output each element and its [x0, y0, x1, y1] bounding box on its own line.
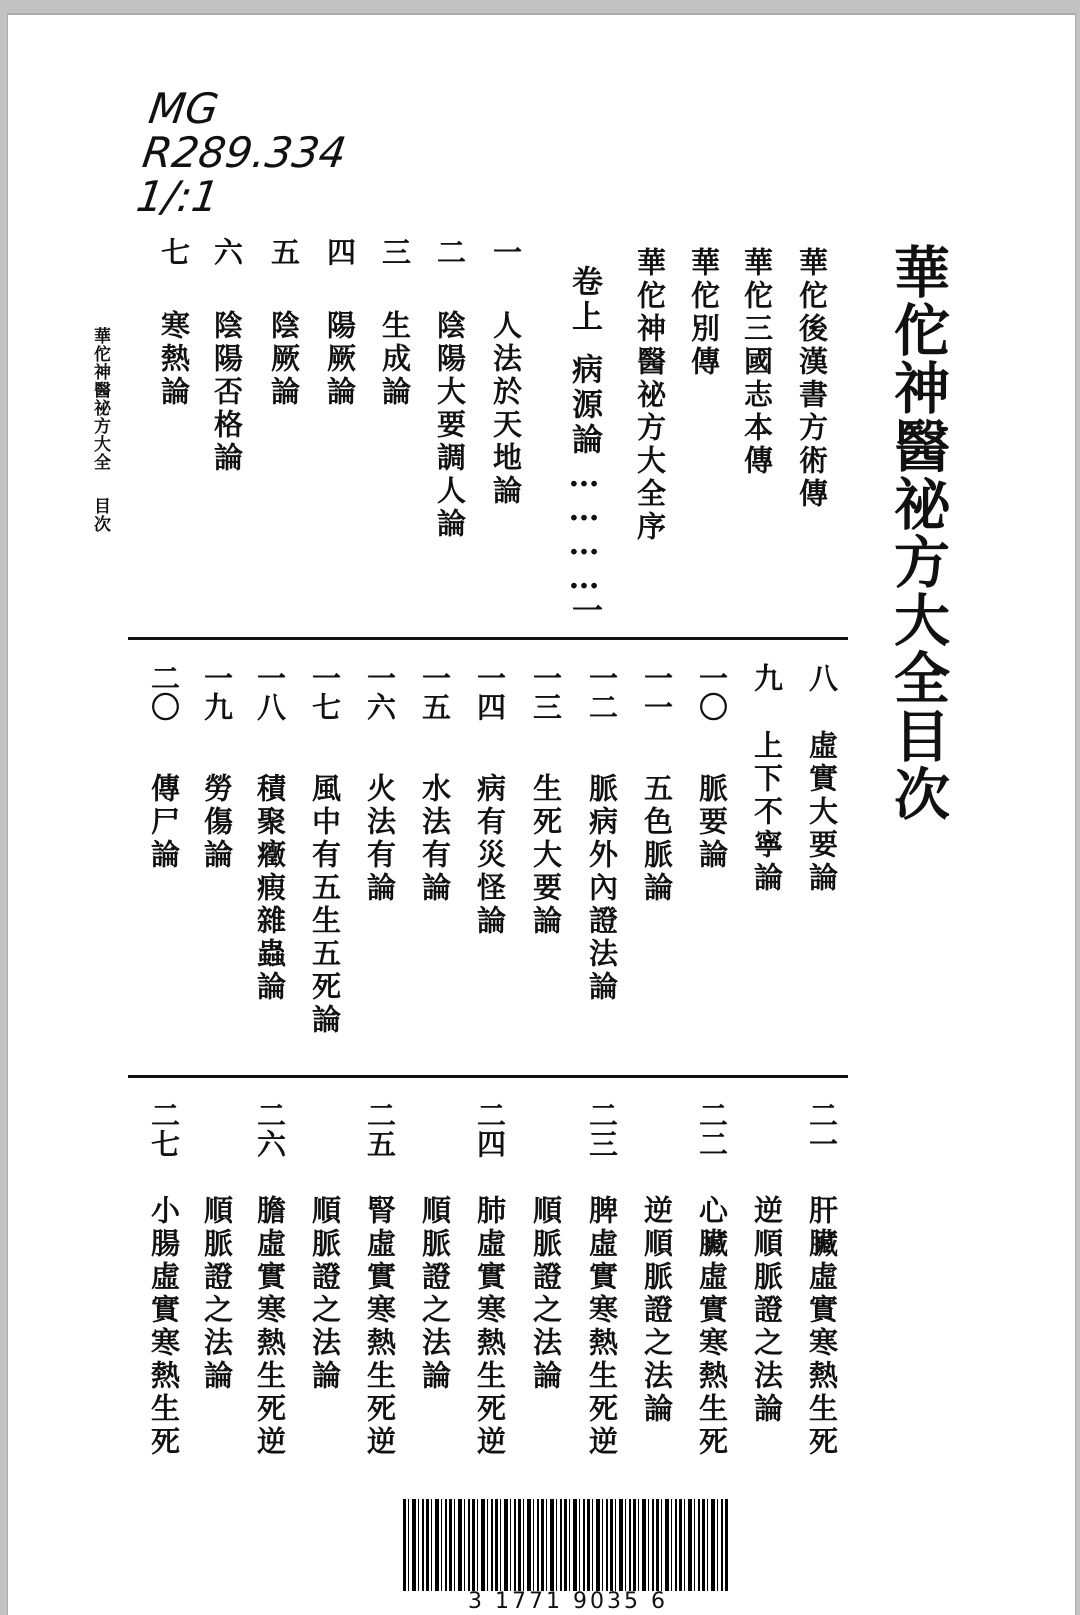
- entry-continuation: 順脈證之法論: [418, 1195, 452, 1393]
- entry-title: 脾虛實寒熱生死逆: [585, 1195, 619, 1459]
- entry-title: 脈要論: [695, 773, 729, 872]
- entry-number: 二七: [147, 1100, 181, 1158]
- entry-number: 二: [433, 237, 467, 266]
- entry-title: 腎虛實寒熱生死逆: [363, 1195, 397, 1459]
- front-matter-item: 華佗別傳: [687, 247, 721, 379]
- volume-title: 病源論: [566, 353, 602, 458]
- entry-title: 人法於天地論: [489, 310, 523, 508]
- entry-number: 一〇: [695, 663, 729, 721]
- entry-number: 八: [805, 663, 839, 692]
- section-divider: [128, 637, 848, 640]
- front-matter-item: 華佗三國志本傳: [740, 247, 774, 478]
- entry-title: 積聚癥瘕雜蟲論: [253, 773, 287, 1004]
- handwritten-call-number: [133, 84, 355, 221]
- entry-number: 一八: [253, 663, 287, 721]
- handnote-line: 1/:1: [133, 172, 223, 221]
- entry-number: 二二: [695, 1100, 729, 1158]
- entry-title: 陽厥論: [323, 310, 357, 409]
- entry-continuation: 逆順脈證之法論: [640, 1195, 674, 1426]
- entry-title: 勞傷論: [200, 773, 234, 872]
- entry-number: 二四: [473, 1100, 507, 1158]
- entry-number: 二五: [363, 1100, 397, 1158]
- entry-title: 肝臟虛實寒熱生死: [805, 1195, 839, 1459]
- entry-title: 陰陽否格論: [210, 310, 244, 475]
- entry-number: 二一: [805, 1100, 839, 1158]
- library-barcode: [403, 1499, 733, 1614]
- entry-title: 上下不寧論: [750, 730, 784, 895]
- page-footer: [88, 327, 113, 533]
- entry-number: 一六: [363, 663, 397, 721]
- entry-number: 三: [378, 237, 412, 266]
- barcode-bars: [403, 1499, 728, 1591]
- volume-page: 一: [566, 594, 602, 629]
- entry-title: 脈病外內證法論: [585, 773, 619, 1004]
- entry-continuation: 逆順脈證之法論: [750, 1195, 784, 1426]
- entry-number: 一二: [585, 663, 619, 721]
- section-divider: [128, 1075, 848, 1078]
- entry-title: 生死大要論: [529, 773, 563, 938]
- entry-title: 傳尸論: [147, 773, 181, 872]
- entry-number: 一一: [640, 663, 674, 721]
- entry-number: 一五: [418, 663, 452, 721]
- entry-title: 風中有五生五死論: [308, 773, 342, 1037]
- entry-title: 病有災怪論: [473, 773, 507, 938]
- entry-title: 水法有論: [418, 773, 452, 905]
- entry-title: 虛實大要論: [805, 730, 839, 895]
- volume-heading: [568, 265, 600, 629]
- entry-title: 小腸虛實寒熱生死: [147, 1195, 181, 1459]
- leader-dots: …………: [566, 458, 602, 594]
- entry-title: 生成論: [378, 310, 412, 409]
- entry-title: 五色脈論: [640, 773, 674, 905]
- entry-number: 一四: [473, 663, 507, 721]
- entry-number: 一七: [308, 663, 342, 721]
- handnote-line: MG: [145, 84, 222, 133]
- entry-continuation: 順脈證之法論: [200, 1195, 234, 1393]
- document-page: [7, 13, 1076, 1615]
- entry-title: 肺虛實寒熱生死逆: [473, 1195, 507, 1459]
- entry-continuation: 順脈證之法論: [308, 1195, 342, 1393]
- entry-number: 六: [210, 237, 244, 266]
- entry-title: 陰陽大要調人論: [433, 310, 467, 541]
- entry-title: 陰厥論: [267, 310, 301, 409]
- entry-title: 心臟虛實寒熱生死: [695, 1195, 729, 1459]
- barcode-number: 3 1771 9035 6: [468, 1589, 668, 1614]
- entry-number: 四: [323, 237, 357, 266]
- page-title: 華佗神醫祕方大全目次: [885, 243, 951, 823]
- entry-number: 五: [267, 237, 301, 266]
- entry-number: 一三: [529, 663, 563, 721]
- entry-number: 一: [489, 237, 523, 266]
- entry-number: 二三: [585, 1100, 619, 1158]
- front-matter-item: 華佗神醫祕方大全序: [633, 247, 667, 544]
- entry-number: 二六: [253, 1100, 287, 1158]
- footer-book-title: 華佗神醫祕方大全: [90, 327, 110, 471]
- entry-continuation: 順脈證之法論: [529, 1195, 563, 1393]
- entry-title: 火法有論: [363, 773, 397, 905]
- front-matter-item: 華佗後漢書方術傳: [795, 247, 829, 511]
- entry-title: 膽虛實寒熱生死逆: [253, 1195, 287, 1459]
- entry-title: 寒熱論: [157, 310, 191, 409]
- entry-number: 二〇: [147, 663, 181, 721]
- volume-label: 卷上: [566, 265, 602, 335]
- handnote-line: R289.334: [139, 128, 350, 177]
- entry-number: 九: [750, 663, 784, 692]
- entry-number: 七: [157, 237, 191, 266]
- footer-section: 目次: [90, 497, 110, 533]
- entry-number: 一九: [200, 663, 234, 721]
